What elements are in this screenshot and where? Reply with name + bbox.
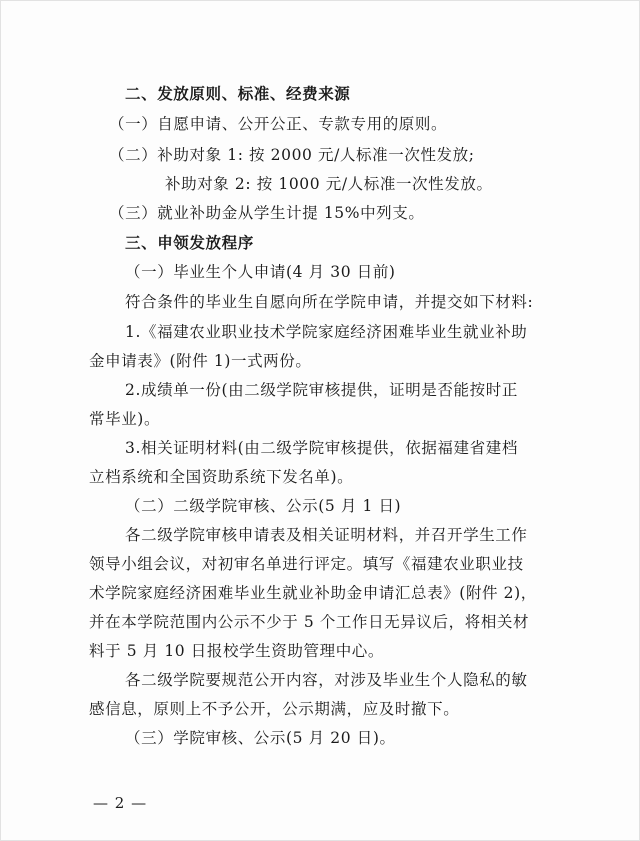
subsection-2-line-2: 领导小组会议，对初审名单进行评定。填写《福建农业职业技: [89, 555, 524, 573]
subsection-3-title: （三）学院审核、公示(5 月 20 日)。: [125, 729, 396, 747]
subsection-2-line-3: 术学院家庭经济困难毕业生就业补助金申请汇总表》(附件 2)，: [89, 584, 537, 602]
paragraph-principle: （一）自愿申请、公开公正、专款专用的原则。: [109, 115, 448, 133]
section-heading-2: 二、发放原则、标准、经费来源: [125, 85, 351, 103]
subsection-1-title: （一）毕业生个人申请(4 月 30 日前): [125, 263, 396, 281]
subsection-2-line-6: 各二级学院要规范公开内容，对涉及毕业生个人隐私的敏: [125, 671, 528, 689]
paragraph-standard-2: 补助对象 2: 按 1000 元/人标准一次性发放。: [165, 175, 493, 193]
material-2-line-1: 2.成绩单一份(由二级学院审核提供，证明是否能按时正: [125, 381, 518, 399]
material-2-line-2: 常毕业)。: [89, 410, 161, 428]
subsection-2-line-5: 料于 5 月 10 日报校学生资助管理中心。: [89, 642, 384, 660]
subsection-1-intro: 符合条件的毕业生自愿向所在学院申请，并提交如下材料:: [125, 293, 534, 311]
subsection-2-title: （二）二级学院审核、公示(5 月 1 日): [125, 497, 402, 515]
material-3-line-1: 3.相关证明材料(由二级学院审核提供，依据福建省建档: [125, 439, 518, 457]
section-heading-3: 三、申领发放程序: [125, 234, 254, 252]
page-number: — 2 —: [93, 794, 148, 812]
subsection-2-line-7: 感信息，原则上不予公开，公示期满，应及时撤下。: [89, 700, 460, 718]
paragraph-funding-source: （三）就业补助金从学生计提 15%中列支。: [109, 204, 425, 222]
material-3-line-2: 立档系统和全国资助系统下发名单)。: [89, 468, 354, 486]
paragraph-standard-1: （二）补助对象 1: 按 2000 元/人标准一次性发放;: [109, 146, 475, 164]
subsection-2-line-4: 并在本学院范围内公示不少于 5 个工作日无异议后，将相关材: [89, 613, 530, 631]
subsection-2-line-1: 各二级学院审核申请表及相关证明材料，并召开学生工作: [125, 526, 528, 544]
material-1-line-1: 1.《福建农业职业技术学院家庭经济困难毕业生就业补助: [125, 323, 528, 341]
material-1-line-2: 金申请表》(附件 1)一式两份。: [89, 352, 312, 370]
